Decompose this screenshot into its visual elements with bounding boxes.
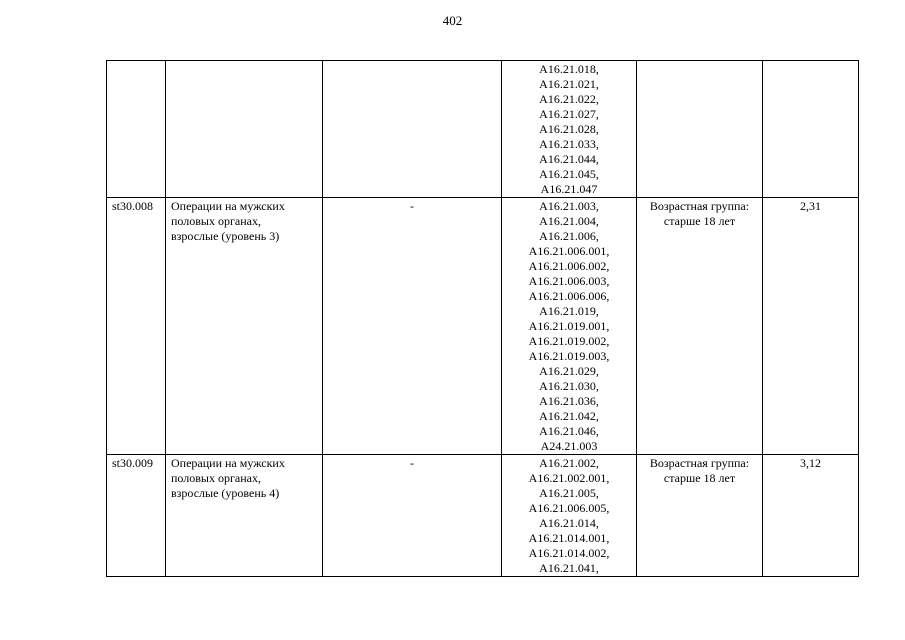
ksg-code: st30.008 [107,198,166,455]
service-codes-line: A16.21.022, [539,92,599,106]
additional-criteria-line: старше 18 лет [663,214,736,228]
service-codes-line: A16.21.042, [539,409,599,423]
service-codes-line: A16.21.002, [539,456,599,470]
service-codes-line: A16.21.019.003, [528,349,610,363]
ksg-name-line: Операции на мужских [171,199,285,213]
service-codes-line: A16.21.021, [539,77,599,91]
ksg-name-line: половых органах, [171,471,261,485]
service-codes-line: A16.21.047 [540,182,598,196]
service-codes-line: A16.21.027, [539,107,599,121]
service-codes-line: A16.21.006.001, [528,244,610,258]
diagnosis-code: - [323,198,502,455]
service-codes-line: A16.21.006, [539,229,599,243]
service-codes-line: A16.21.019.001, [528,319,610,333]
service-codes-line: A16.21.028, [539,122,599,136]
ksg-name-line: взрослые (уровень 3) [171,229,280,243]
additional-criteria [637,455,763,577]
ksg-name [166,455,323,577]
service-codes-line: A16.21.014.002, [528,546,610,560]
diagnosis-code [323,61,502,198]
service-codes-line: A16.21.002.001, [528,471,610,485]
additional-criteria-line: Возрастная группа: [649,199,750,213]
table-row [107,455,859,577]
page-number: 402 [442,13,463,28]
service-codes-line: A16.21.004, [539,214,599,228]
service-codes-line: A16.21.030, [539,379,599,393]
service-codes-line: A16.21.046, [539,424,599,438]
service-codes-line: A16.21.041, [539,561,599,575]
service-codes [502,198,637,455]
service-codes-line: A16.21.006.005, [528,501,610,515]
service-codes-line: A16.21.018, [539,62,599,76]
service-codes-line: A16.21.044, [539,152,599,166]
additional-criteria [637,61,763,198]
ksg-code [107,61,166,198]
diagnosis-code: - [323,455,502,577]
service-codes-line: A16.21.003, [539,199,599,213]
table-row [107,198,859,455]
service-codes-line: A16.21.029, [539,364,599,378]
table-row [107,61,859,198]
service-codes [502,61,637,198]
service-codes-line: A16.21.014.001, [528,531,610,545]
service-codes-line: A16.21.019, [539,304,599,318]
ksg-code: st30.009 [107,455,166,577]
service-codes-line: A16.21.006.006, [528,289,610,303]
service-codes-line: A16.21.006.002, [528,259,610,273]
ksg-name [166,198,323,455]
additional-criteria-line: Возрастная группа: [649,456,750,470]
additional-criteria [637,198,763,455]
ksg-name-line: взрослые (уровень 4) [171,486,280,500]
service-codes-line: A16.21.019.002, [528,334,610,348]
service-codes-line: A16.21.005, [539,486,599,500]
ksg-name-line: Операции на мужских [171,456,285,470]
ksg-name-line: половых органах, [171,214,261,228]
service-codes-line: A16.21.014, [539,516,599,530]
coefficient [763,61,859,198]
service-codes-line: A24.21.003 [540,439,598,453]
tariff-table [106,60,859,577]
coefficient: 3,12 [763,455,859,577]
service-codes-line: A16.21.045, [539,167,599,181]
service-codes [502,455,637,577]
table-body [107,61,859,577]
service-codes-line: A16.21.033, [539,137,599,151]
additional-criteria-line: старше 18 лет [663,471,736,485]
service-codes-line: A16.21.006.003, [528,274,610,288]
service-codes-line: A16.21.036, [539,394,599,408]
ksg-name [166,61,323,198]
coefficient: 2,31 [763,198,859,455]
